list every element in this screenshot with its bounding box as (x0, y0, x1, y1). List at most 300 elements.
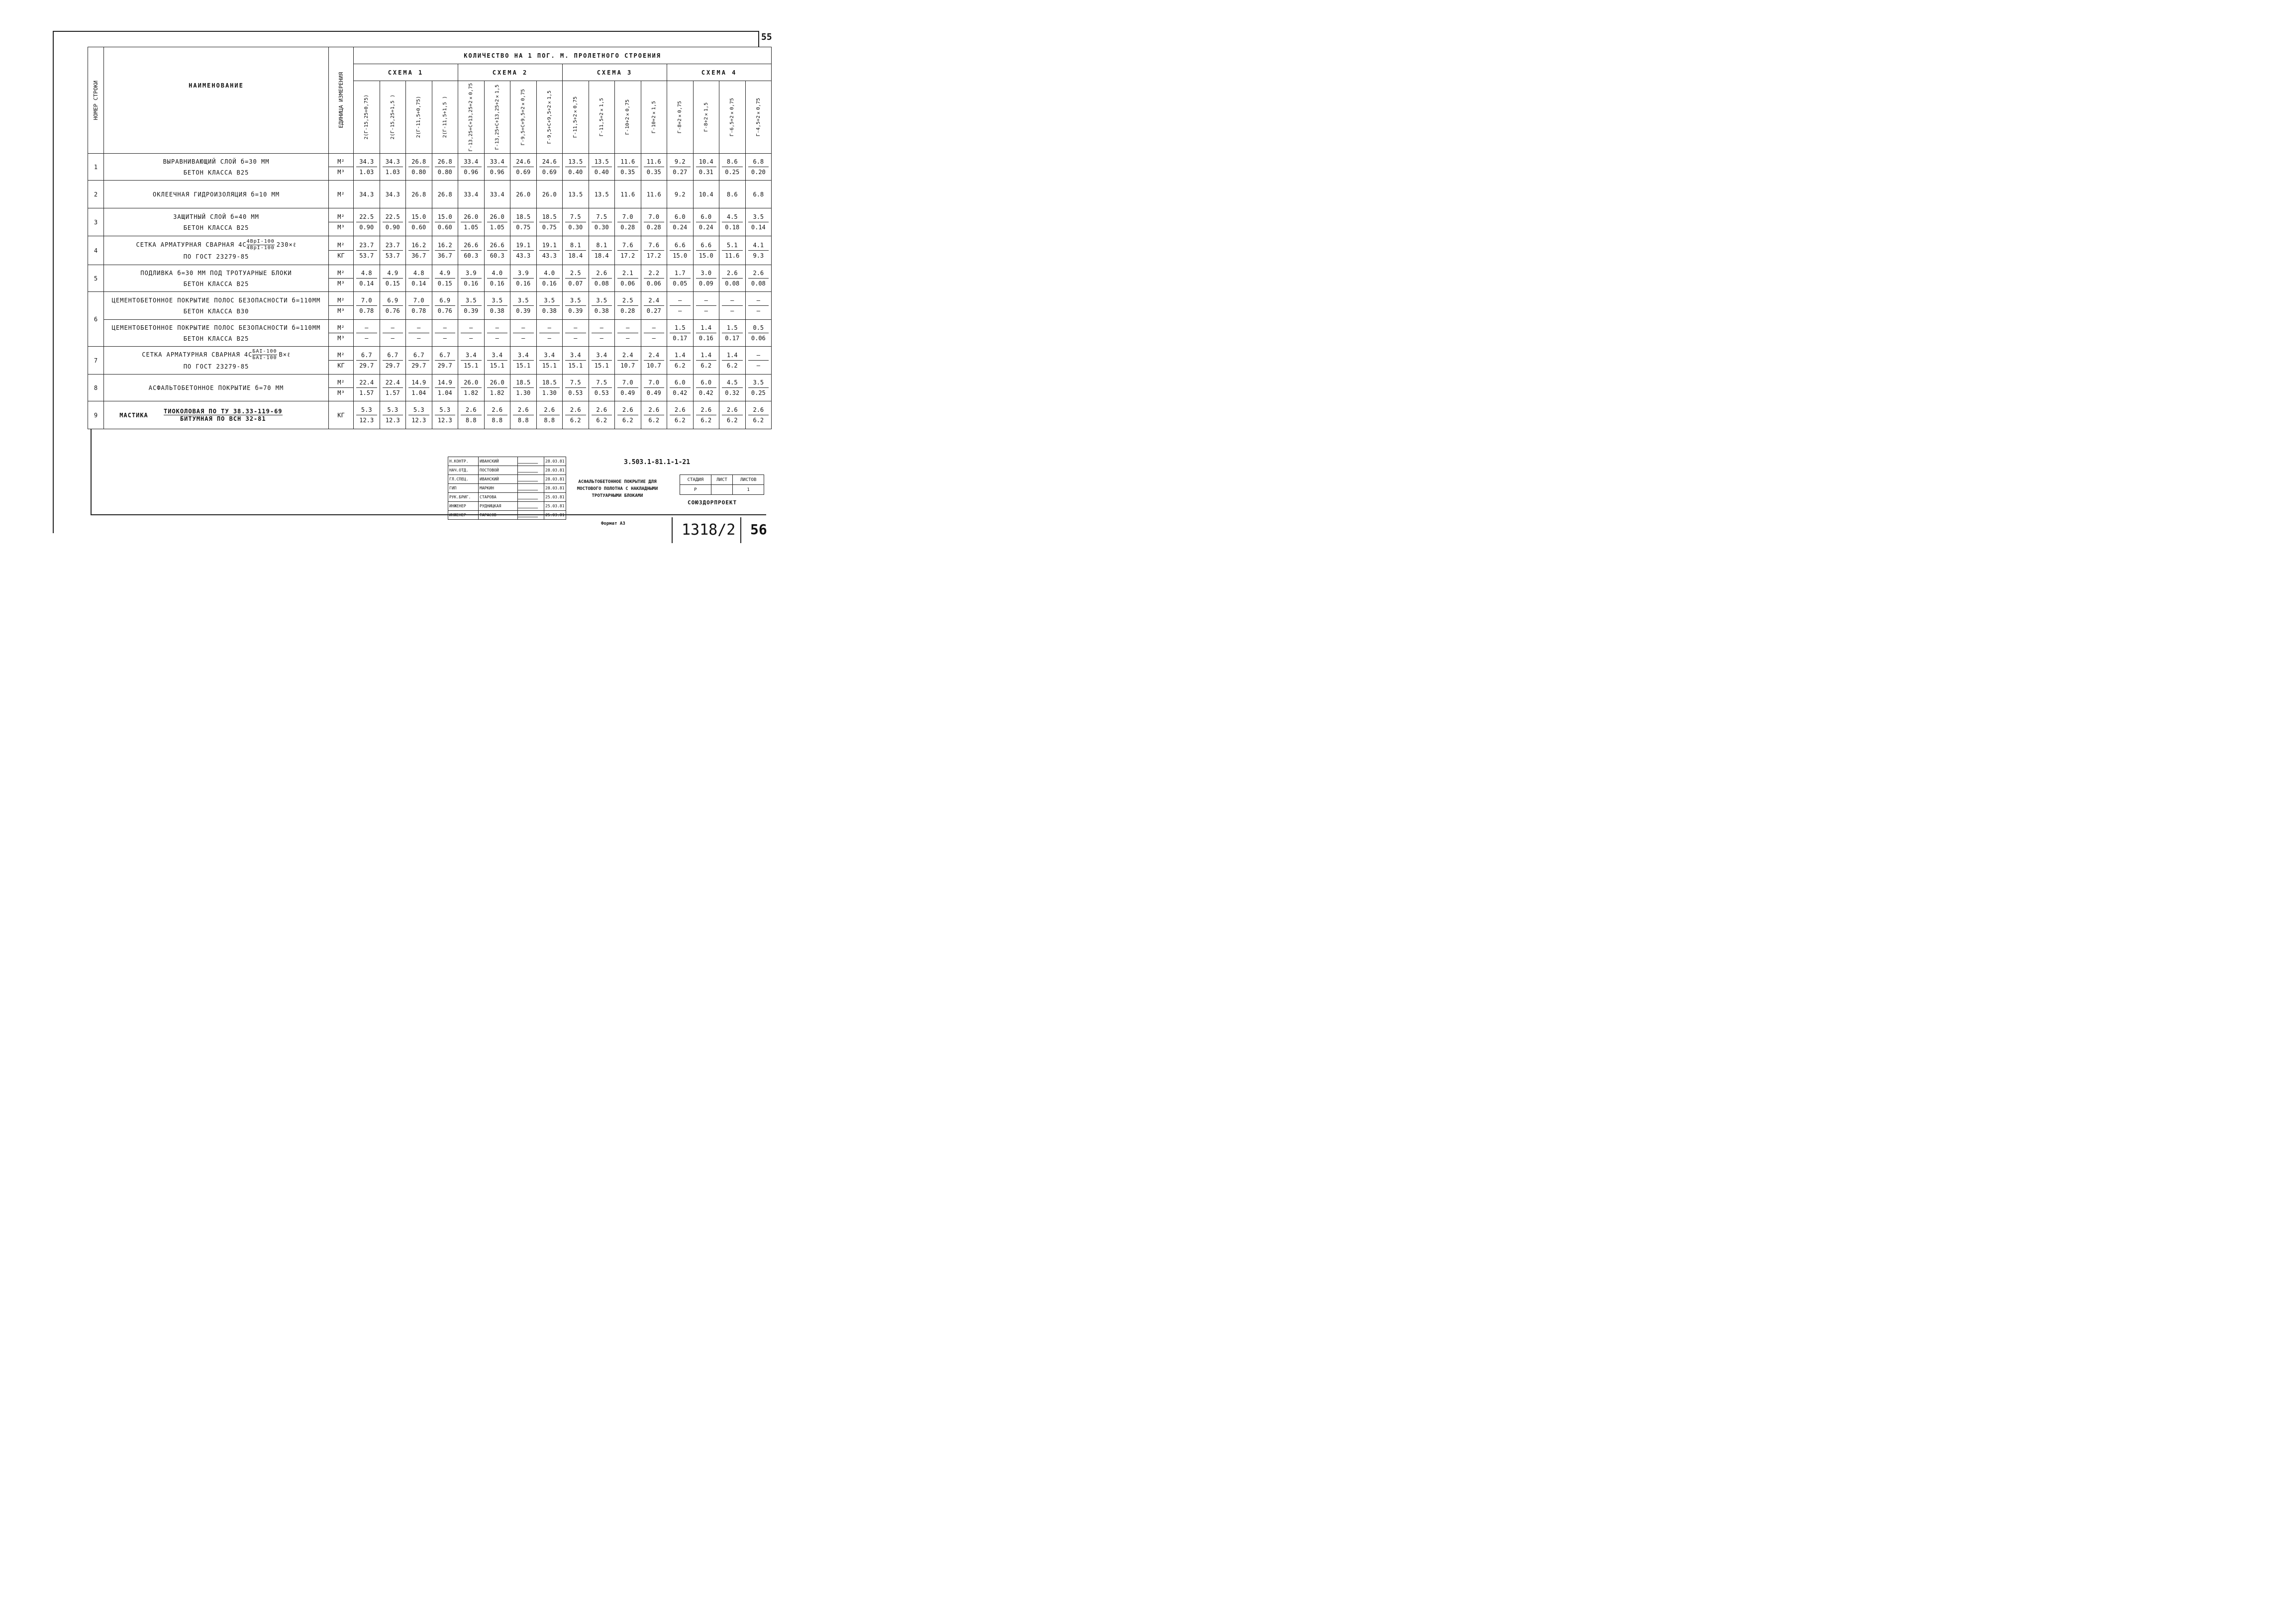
formula-numerator: 4ВрI-100 (246, 239, 275, 244)
value-cell (693, 208, 719, 236)
value: 26.6 (461, 240, 482, 251)
value: 0.25 (725, 169, 740, 176)
row-name-line: ЦЕМЕНТОБЕТОННОЕ ПОКРЫТИЕ ПОЛОС БЕЗОПАСНОСТИ б=110ММ (111, 324, 321, 331)
value-cell (589, 347, 615, 375)
value: 8.6 (722, 157, 743, 167)
value-cell (589, 265, 615, 292)
value-cell (745, 154, 772, 181)
value-cell (719, 401, 746, 429)
value: 0.17 (673, 335, 688, 342)
value: 19.1 (513, 240, 534, 251)
row-number: 4 (88, 236, 104, 265)
header-column (406, 81, 432, 154)
value: 1.57 (359, 389, 374, 396)
value-cell (380, 347, 406, 375)
value: 7.6 (644, 240, 665, 251)
staff-name: ИВАНСКИЙ (479, 475, 518, 484)
value-cell (641, 375, 667, 401)
value: 26.0 (542, 190, 557, 198)
value: 11.6 (646, 190, 661, 198)
value: 0.28 (620, 307, 635, 314)
staff-date: 28.03.81 (544, 475, 566, 484)
value-cell (354, 154, 380, 181)
value: 18.5 (539, 212, 560, 222)
value-cell (354, 265, 380, 292)
value-cell (380, 236, 406, 265)
value: 0.16 (516, 280, 531, 287)
row-name-line: БЕТОН КЛАССА В25 (183, 335, 249, 342)
value: 36.7 (411, 252, 426, 259)
value: 2.6 (617, 405, 638, 415)
header-column-label: Г-9,5+С+9,5+2×0,75 (520, 89, 526, 146)
value: 0.42 (699, 389, 713, 396)
value: 7.0 (617, 377, 638, 388)
header-column (563, 81, 589, 154)
row-name (104, 208, 329, 236)
value: 26.8 (435, 157, 456, 167)
value-cell (380, 401, 406, 429)
value: 9.3 (753, 252, 764, 259)
value: 0.5 (748, 323, 769, 333)
value: 0.96 (464, 169, 479, 176)
staff-name: ИВАНСКИЙ (479, 457, 518, 466)
value: 9.2 (674, 190, 686, 198)
value: 26.8 (411, 190, 426, 198)
header-column (484, 81, 510, 154)
header-column-label: 2(Г-15,25+1,5 ) (390, 94, 396, 140)
value-cell (458, 320, 485, 347)
value-cell (693, 236, 719, 265)
value: 26.0 (516, 190, 531, 198)
value: — (435, 323, 456, 333)
staff-role: ИНЖЕНЕР (448, 511, 479, 520)
value: 13.5 (592, 157, 612, 167)
value: 6.9 (383, 295, 403, 306)
value: 1.82 (490, 389, 504, 396)
sheets-label: ЛИСТОВ (733, 475, 764, 485)
value-cell (354, 236, 380, 265)
value-cell (641, 265, 667, 292)
value: 7.0 (644, 377, 665, 388)
value-cell (615, 154, 641, 181)
stage-label: СТАДИЯ (680, 475, 711, 485)
formula-denominator: 4ВрI-100 (246, 245, 275, 251)
unit-value: М³ (329, 222, 353, 232)
formula-tail: В×ℓ (279, 351, 291, 358)
value: — (704, 307, 708, 314)
value: 0.76 (385, 307, 400, 314)
value: 0.25 (751, 389, 766, 396)
value: 11.6 (725, 252, 740, 259)
value: 3.0 (696, 268, 717, 279)
value: 2.6 (696, 405, 717, 415)
value-cell (641, 292, 667, 320)
value: 15.0 (408, 212, 429, 222)
value: 0.96 (490, 169, 504, 176)
value: 1.04 (411, 389, 426, 396)
value-cell (589, 292, 615, 320)
value: 2.6 (461, 405, 482, 415)
header-scheme: СХЕМА 3 (563, 64, 667, 81)
staff-role: РУК.БРИГ. (448, 493, 479, 502)
value-cell (484, 154, 510, 181)
value: 0.80 (437, 169, 452, 176)
row-number: 3 (88, 208, 104, 236)
value: 2.4 (617, 350, 638, 361)
row-unit (329, 375, 354, 401)
value: 23.7 (356, 240, 377, 251)
value-cell (589, 154, 615, 181)
stage-sheet-table (680, 474, 764, 495)
value: 2.6 (539, 405, 560, 415)
value: 0.08 (594, 280, 609, 287)
value-cell (458, 265, 485, 292)
value: 2.5 (565, 268, 586, 279)
value: 0.16 (464, 280, 479, 287)
value: 11.6 (620, 190, 635, 198)
table-row (88, 401, 772, 429)
value: 0.38 (542, 307, 557, 314)
value-cell (745, 347, 772, 375)
value-cell (458, 375, 485, 401)
value: 1.04 (437, 389, 452, 396)
header-column (745, 81, 772, 154)
value: 22.5 (356, 212, 377, 222)
table-row (88, 320, 772, 347)
value: 0.35 (620, 169, 635, 176)
value: 12.3 (437, 417, 452, 424)
value: 0.08 (725, 280, 740, 287)
staff-signature (518, 484, 544, 493)
value-cell (484, 375, 510, 401)
signature-mark (518, 467, 540, 472)
value-cell (615, 347, 641, 375)
value: 9.2 (670, 157, 691, 167)
value: 8.6 (726, 190, 738, 198)
row-name-line (104, 239, 328, 251)
value-cell (719, 154, 746, 181)
staff-date: 25.03.81 (544, 502, 566, 511)
row-name (104, 154, 329, 181)
value-cell (510, 181, 537, 208)
value: 18.4 (568, 252, 583, 259)
header-column-label: 2(Г-15,25+0,75) (364, 94, 370, 140)
value-cell (536, 208, 563, 236)
value-cell (563, 236, 589, 265)
value: 6.2 (700, 362, 712, 369)
value-cell (641, 320, 667, 347)
value-cell (693, 347, 719, 375)
unit-value: М² (337, 352, 345, 359)
value: 22.4 (356, 377, 377, 388)
value: 60.3 (464, 252, 479, 259)
staff-role: НАЧ.ОТД. (448, 466, 479, 475)
staff-row (448, 475, 566, 484)
row-number: 7 (88, 347, 104, 375)
value-cell (432, 292, 458, 320)
value-cell (432, 375, 458, 401)
value-cell (719, 265, 746, 292)
value: 6.6 (670, 240, 691, 251)
value: 0.69 (542, 169, 557, 176)
value-cell (745, 236, 772, 265)
value: 15.0 (699, 252, 713, 259)
value: 0.49 (646, 389, 661, 396)
value: 15.0 (673, 252, 688, 259)
value: 2.6 (592, 405, 612, 415)
value: 3.4 (513, 350, 534, 361)
header-column-label: Г-11,5+2×1,5 (599, 97, 604, 137)
value-cell (563, 208, 589, 236)
value-cell (354, 208, 380, 236)
value: 0.07 (568, 280, 583, 287)
value: 6.6 (696, 240, 717, 251)
value: 0.09 (699, 280, 713, 287)
header-column (589, 81, 615, 154)
value: 7.0 (644, 212, 665, 222)
header-column-label: Г-8+2×1,5 (703, 102, 709, 132)
unit-value: М² (337, 297, 345, 304)
value: 0.60 (411, 224, 426, 231)
unit-value: М² (337, 324, 345, 331)
header-column (615, 81, 641, 154)
staff-date: 25.03.81 (544, 493, 566, 502)
value-cell (458, 292, 485, 320)
signature-mark (518, 512, 540, 517)
value: — (487, 323, 508, 333)
value-cell (406, 347, 432, 375)
value-cell (458, 236, 485, 265)
value: 1.30 (516, 389, 531, 396)
value-cell (615, 320, 641, 347)
value-cell (432, 154, 458, 181)
value: — (748, 350, 769, 361)
value: 26.6 (487, 240, 508, 251)
value: 22.5 (383, 212, 403, 222)
header-column-label: Г-6,5+2×0,75 (729, 97, 735, 137)
row-number: 5 (88, 265, 104, 292)
value-cell (354, 292, 380, 320)
value-cell (406, 265, 432, 292)
value: 43.3 (542, 252, 557, 259)
staff-row (448, 466, 566, 475)
value: 24.6 (513, 157, 534, 167)
value: 26.0 (487, 377, 508, 388)
value: 34.3 (359, 190, 374, 198)
value: 6.7 (435, 350, 456, 361)
value: 0.15 (437, 280, 452, 287)
value-cell (432, 401, 458, 429)
value: 0.14 (359, 280, 374, 287)
value-cell (563, 265, 589, 292)
value: — (678, 307, 682, 314)
value: 43.3 (516, 252, 531, 259)
staff-role: ГЛ.СПЕЦ. (448, 475, 479, 484)
unit-value: М³ (329, 387, 353, 398)
value: 0.69 (516, 169, 531, 176)
row-name (104, 265, 329, 292)
row-number: 6 (88, 292, 104, 347)
value: 18.5 (539, 377, 560, 388)
value-cell (563, 401, 589, 429)
value: 3.5 (461, 295, 482, 306)
value: 3.9 (513, 268, 534, 279)
staff-name: ТАРАСОВ (479, 511, 518, 520)
value-cell (745, 265, 772, 292)
value: 5.3 (356, 405, 377, 415)
header-column (432, 81, 458, 154)
value-cell (745, 320, 772, 347)
formula-fraction (247, 239, 275, 251)
staff-date: 25.03.81 (544, 511, 566, 520)
value: 7.0 (356, 295, 377, 306)
header-row-number (88, 47, 104, 154)
unit-value: М³ (329, 278, 353, 288)
value-cell (745, 375, 772, 401)
value: 0.49 (620, 389, 635, 396)
value: 1.82 (464, 389, 479, 396)
value: 3.5 (592, 295, 612, 306)
header-column (719, 81, 746, 154)
row-name-line: ВЫРАВНИВАЮЩИЙ СЛОЙ б=30 ММ (163, 158, 270, 165)
value: 6.2 (648, 417, 660, 424)
value: 0.16 (490, 280, 504, 287)
value: 0.08 (751, 280, 766, 287)
value: 0.90 (385, 224, 400, 231)
value: 5.3 (435, 405, 456, 415)
value: — (644, 323, 665, 333)
value-cell (563, 154, 589, 181)
value-cell (693, 181, 719, 208)
value: 0.14 (751, 224, 766, 231)
value: 2.4 (644, 295, 665, 306)
value: 29.7 (385, 362, 400, 369)
value: 7.5 (592, 212, 612, 222)
row-name-text: СЕТКА АРМАТУРНАЯ СВАРНАЯ 4С (136, 241, 247, 248)
value: 0.32 (725, 389, 740, 396)
value-cell (667, 154, 694, 181)
sheet-value (711, 485, 733, 495)
value: 13.5 (594, 190, 609, 198)
value: 0.40 (594, 169, 609, 176)
value: 1.05 (490, 224, 504, 231)
row-name (104, 401, 329, 429)
row-number: 2 (88, 181, 104, 208)
header-column-label: Г-10+2×1,5 (651, 100, 657, 134)
value-cell (484, 208, 510, 236)
value-cell (406, 154, 432, 181)
value: — (521, 335, 525, 342)
value-cell (354, 401, 380, 429)
value: 2.2 (644, 268, 665, 279)
table-row (88, 375, 772, 401)
value: 24.6 (539, 157, 560, 167)
value: 1.7 (670, 268, 691, 279)
document-code: 3.503.1-81.1-1-21 (624, 459, 691, 466)
value: 0.28 (646, 224, 661, 231)
value: 0.90 (359, 224, 374, 231)
value-cell (458, 181, 485, 208)
value-cell (484, 292, 510, 320)
value: — (626, 335, 630, 342)
header-quantity: КОЛИЧЕСТВО НА 1 ПОГ. М. ПРОЛЕТНОГО СТРОЕНИЯ (354, 47, 772, 64)
header-column-label: Г-9,5+С+9,5+2×1,5 (546, 90, 552, 144)
row-unit (329, 236, 354, 265)
staff-signature (518, 502, 544, 511)
value: 53.7 (359, 252, 374, 259)
value-cell (536, 154, 563, 181)
header-column (667, 81, 694, 154)
value: 0.20 (751, 169, 766, 176)
unit-value: М³ (329, 305, 353, 316)
value-cell (536, 320, 563, 347)
value-cell (536, 181, 563, 208)
value: 26.0 (487, 212, 508, 222)
value-cell (380, 154, 406, 181)
unit-value: М² (337, 213, 345, 220)
header-column (354, 81, 380, 154)
value: 3.4 (565, 350, 586, 361)
value: 6.2 (726, 417, 738, 424)
value: 0.53 (594, 389, 609, 396)
value: 0.30 (594, 224, 609, 231)
staff-row (448, 484, 566, 493)
value: 6.2 (700, 417, 712, 424)
value: 0.42 (673, 389, 688, 396)
value: 6.9 (435, 295, 456, 306)
value-cell (563, 375, 589, 401)
value-cell (536, 292, 563, 320)
value: 0.39 (516, 307, 531, 314)
value: 10.7 (646, 362, 661, 369)
value: 3.4 (539, 350, 560, 361)
value-cell (693, 265, 719, 292)
value: 33.4 (464, 190, 479, 198)
value: 6.2 (622, 417, 633, 424)
value: 0.78 (359, 307, 374, 314)
staff-signature (518, 493, 544, 502)
unit-value: М³ (329, 333, 353, 343)
header-column (458, 81, 485, 154)
row-unit (329, 401, 354, 429)
row-name-line: ПО ГОСТ 23279-85 (183, 253, 249, 260)
value: 0.15 (385, 280, 400, 287)
value: 0.16 (542, 280, 557, 287)
value-cell (641, 181, 667, 208)
row-name-line: АСФАЛЬТОБЕТОННОЕ ПОКРЫТИЕ б=70 ММ (148, 384, 284, 391)
row-name-line: ПО ГОСТ 23279-85 (183, 363, 249, 370)
row-name-line: ЗАЩИТНЫЙ СЛОЙ б=40 ММ (173, 213, 259, 220)
value: 0.75 (542, 224, 557, 231)
value: 13.5 (565, 157, 586, 167)
row-name (104, 292, 329, 320)
value: 12.3 (359, 417, 374, 424)
value: 17.2 (646, 252, 661, 259)
value: 26.8 (437, 190, 452, 198)
value: 7.0 (617, 212, 638, 222)
value: 1.5 (670, 323, 691, 333)
archive-number: 1318/2 (682, 521, 736, 539)
staff-role: ИНЖЕНЕР (448, 502, 479, 511)
value-cell (615, 401, 641, 429)
value: 0.39 (568, 307, 583, 314)
value: 2.4 (644, 350, 665, 361)
staff-row (448, 493, 566, 502)
value: 4.8 (408, 268, 429, 279)
stage-value: Р (680, 485, 711, 495)
value: — (722, 295, 743, 306)
value: 26.8 (408, 157, 429, 167)
